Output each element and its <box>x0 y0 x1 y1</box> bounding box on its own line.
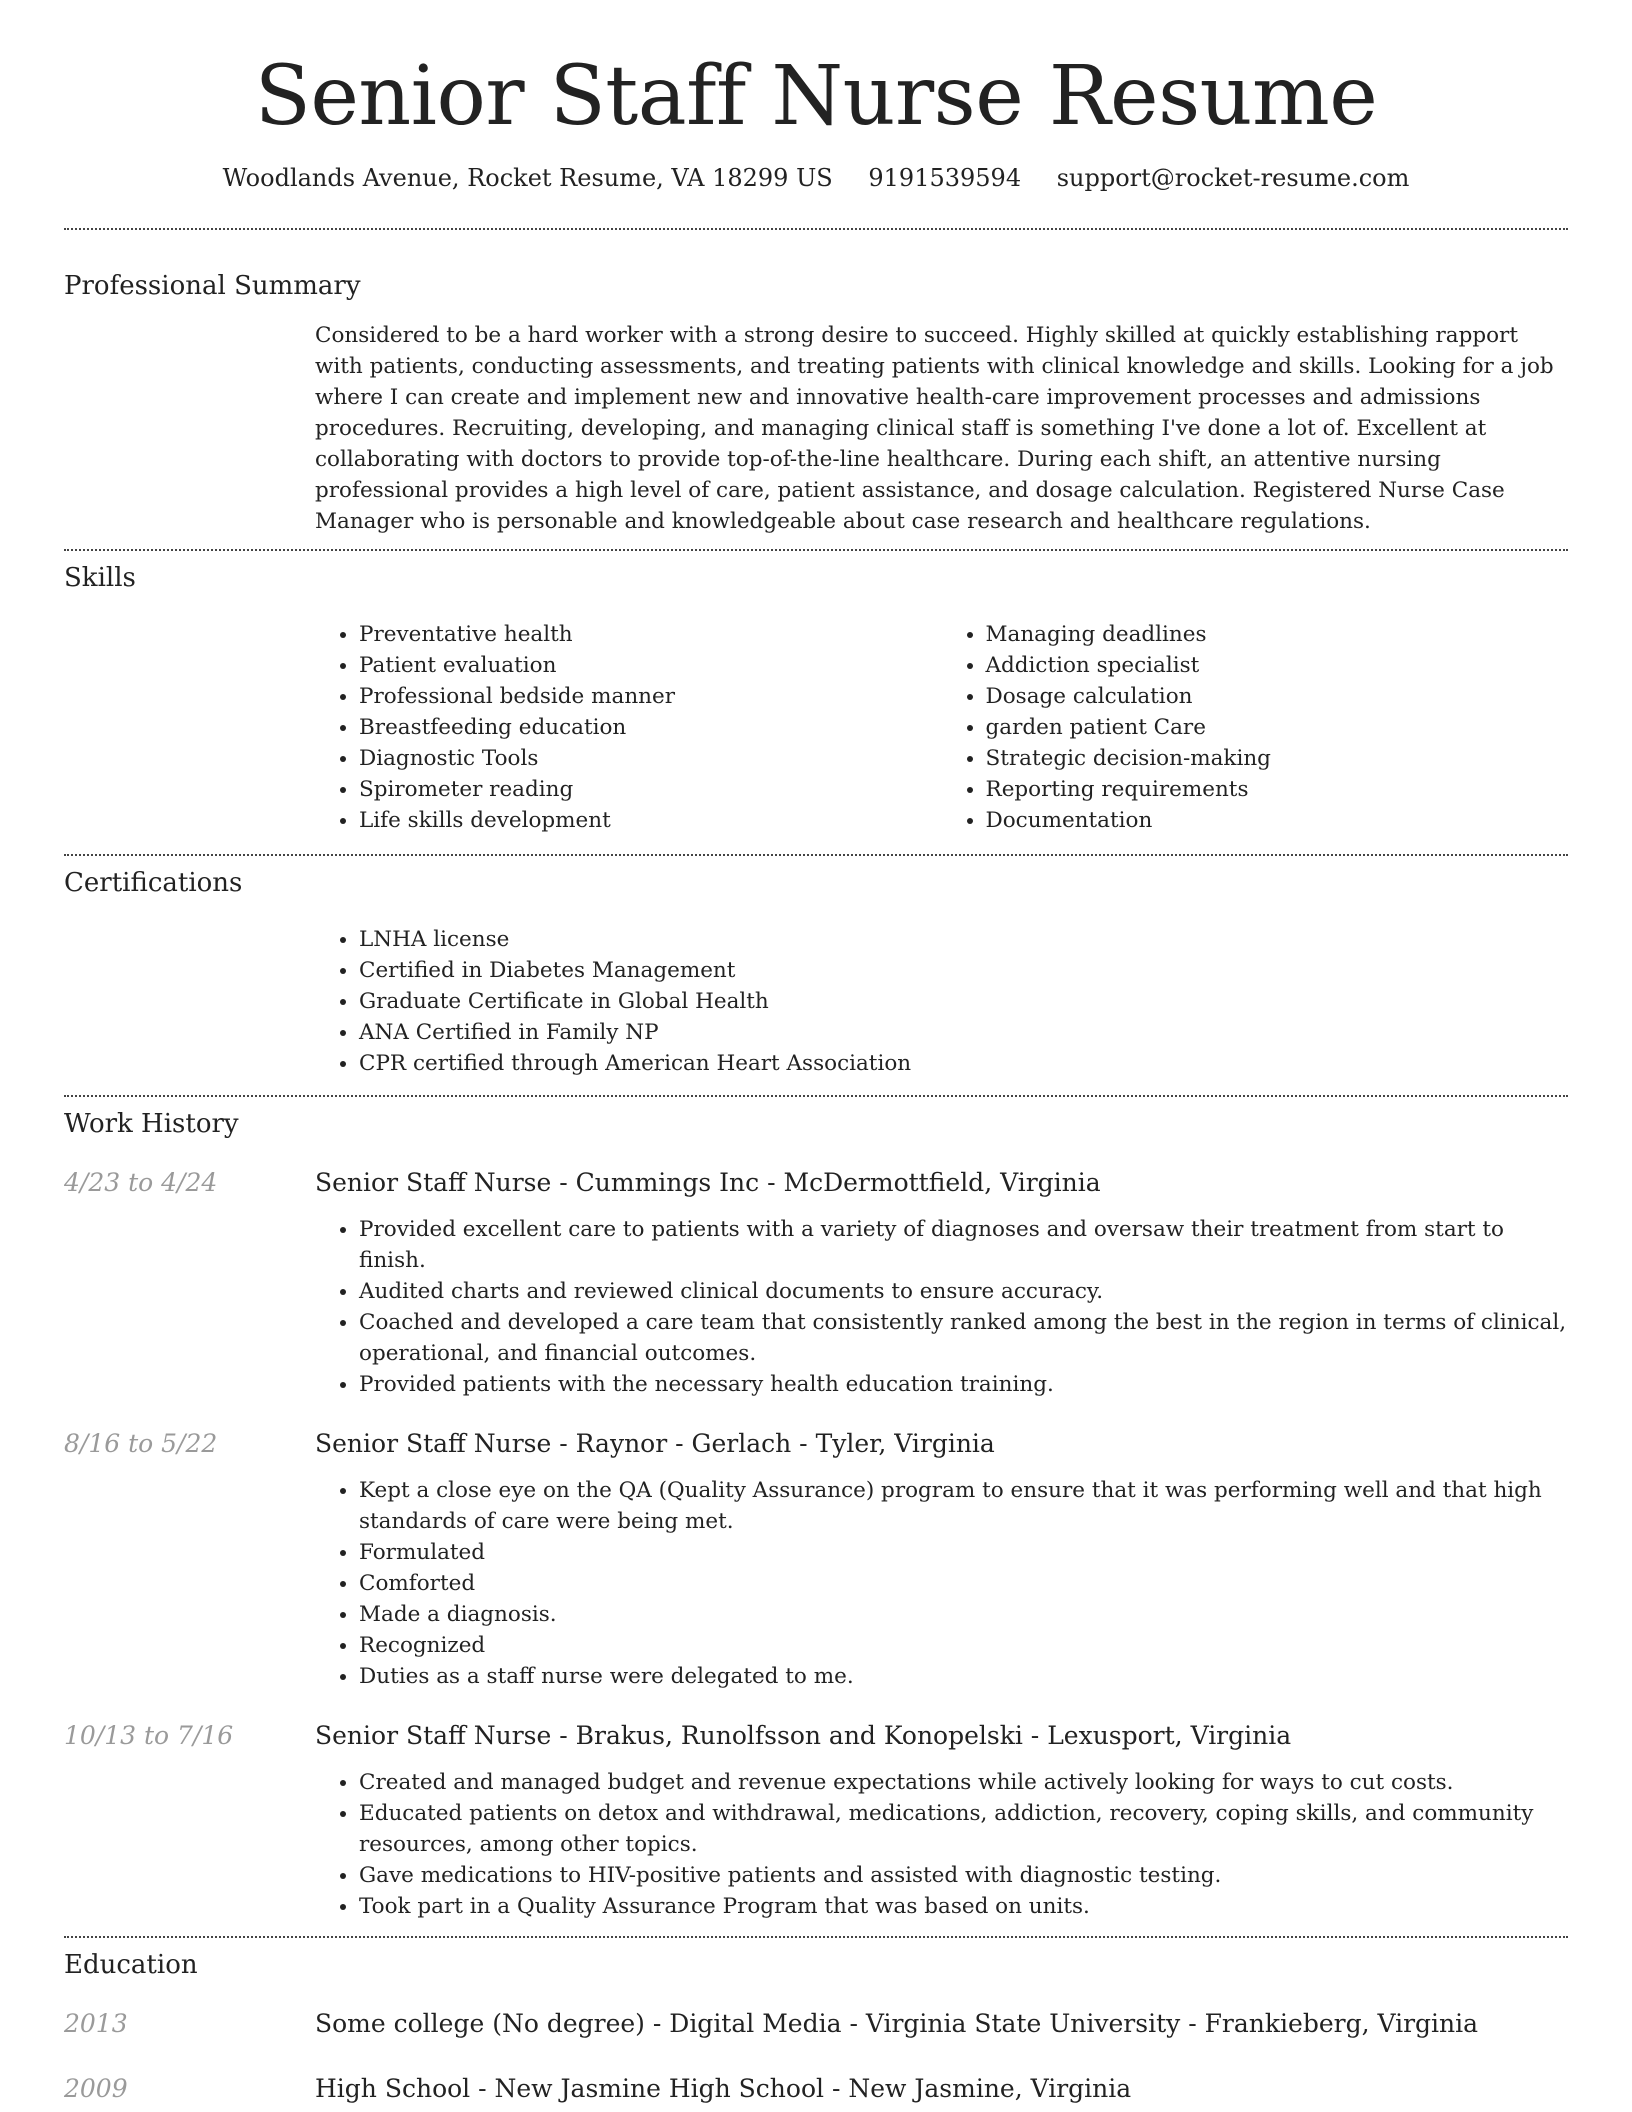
skill-item: • Dosage calculation <box>986 681 1569 712</box>
certification-item: • Graduate Certificate in Global Health <box>359 986 1568 1017</box>
job-bullet: • Gave medications to HIV-positive patients and assisted with diagnostic testing. <box>359 1860 1568 1891</box>
skills-heading: Skills <box>64 563 136 594</box>
phone-text: 9191539594 <box>868 164 1022 193</box>
certification-item: • Certified in Diabetes Management <box>359 955 1568 986</box>
job-body <box>315 1168 1568 1400</box>
certifications-section <box>64 868 1568 1079</box>
job-date: 10/13 to 7/16 <box>64 1721 234 1751</box>
job-bullets <box>315 1475 1568 1692</box>
job-bullet: • Kept a close eye on the QA (Quality Assurance) program to ensure that it was performing well and that high standards of care were being met. <box>359 1475 1568 1537</box>
certifications-list <box>315 924 1568 1079</box>
section-divider <box>64 228 1568 230</box>
job-bullet: • Provided excellent care to patients with a variety of diagnoses and oversaw their treatment from start to finish. <box>359 1214 1568 1276</box>
job-bullet: • Recognized <box>359 1630 1568 1661</box>
skill-item: • Strategic decision-making <box>986 743 1569 774</box>
job-bullet: • Educated patients on detox and withdrawal, medications, addiction, recovery, coping skills, and community resources, among other topics. <box>359 1798 1568 1860</box>
resume-title: Senior Staff Nurse Resume <box>254 49 1378 144</box>
job-bullet: • Took part in a Quality Assurance Program that was based on units. <box>359 1891 1568 1922</box>
job-bullet: • Comforted <box>359 1568 1568 1599</box>
summary-section <box>64 271 1568 537</box>
job-bullet: • Formulated <box>359 1537 1568 1568</box>
job-bullets <box>315 1214 1568 1400</box>
education-title: High School - New Jasmine High School - New Jasmine, Virginia <box>315 2074 1132 2104</box>
certification-item: • ANA Certified in Family NP <box>359 1017 1568 1048</box>
skills-list-right <box>942 619 1569 836</box>
job-bullet: • Created and managed budget and revenue expectations while actively looking for ways to cut costs. <box>359 1767 1568 1798</box>
skill-item: • Preventative health <box>359 619 942 650</box>
work-history-heading: Work History <box>64 1109 239 1140</box>
job-date: 4/23 to 4/24 <box>64 1168 218 1198</box>
email-text: support@rocket-resume.com <box>1056 164 1410 193</box>
education-entry <box>64 2009 1568 2038</box>
summary-text: Considered to be a hard worker with a strong desire to succeed. Highly skilled at quickly establishing rapport with patients, conducting assessments, and treating patients with clinical knowledge and skills. Looking for a job where I can create and implement new and innovative health-care improvement processes and admissions procedures. Recruiting, developing, and managing clinical staff is something I've done a lot of. Excellent at collaborating with doctors to provide top-of-the-line healthcare. During each shift, an attentive nursing professional provides a high level of care, patient assistance, and dosage calculation. Registered Nurse Case Manager who is personable and knowledgeable about case research and healthcare regulations. <box>315 323 1554 535</box>
section-divider <box>64 854 1568 856</box>
skill-item: • Life skills development <box>359 805 942 836</box>
section-divider <box>64 1095 1568 1097</box>
skill-item: • Diagnostic Tools <box>359 743 942 774</box>
skill-item: • Documentation <box>986 805 1569 836</box>
certifications-content <box>315 924 1568 1079</box>
skills-columns <box>315 619 1568 836</box>
skill-item: • Spirometer reading <box>359 774 942 805</box>
job-bullet: • Audited charts and reviewed clinical documents to ensure accuracy. <box>359 1276 1568 1307</box>
job-title: Senior Staff Nurse - Cummings Inc - McDermottfield, Virginia <box>315 1168 1101 1198</box>
certification-item: • LNHA license <box>359 924 1568 955</box>
skills-list-left <box>315 619 942 836</box>
skill-item: • Managing deadlines <box>986 619 1569 650</box>
job-date: 8/16 to 5/22 <box>64 1429 218 1459</box>
education-title: Some college (No degree) - Digital Media - Virginia State University - Frankieberg, Virginia <box>315 2009 1479 2039</box>
section-divider <box>64 549 1568 551</box>
job-entry <box>64 1168 1568 1400</box>
work-history-section <box>64 1109 1568 1936</box>
job-bullet: • Coached and developed a care team that consistently ranked among the best in the region in terms of clinical, operational, and financial outcomes. <box>359 1307 1568 1369</box>
education-entry <box>64 2074 1568 2103</box>
skill-item: • Professional bedside manner <box>359 681 942 712</box>
skills-section <box>64 563 1568 836</box>
skill-item: • Patient evaluation <box>359 650 942 681</box>
education-section <box>64 1950 1568 2103</box>
job-title: Senior Staff Nurse - Raynor - Gerlach - Tyler, Virginia <box>315 1429 995 1459</box>
job-entry <box>64 1429 1568 1692</box>
skill-item: • Breastfeeding education <box>359 712 942 743</box>
job-bullet: • Provided patients with the necessary health education training. <box>359 1369 1568 1400</box>
skill-item: • Addiction specialist <box>986 650 1569 681</box>
job-body <box>315 1429 1568 1692</box>
education-heading: Education <box>64 1950 198 1981</box>
job-bullet: • Made a diagnosis. <box>359 1599 1568 1630</box>
skill-item: • garden patient Care <box>986 712 1569 743</box>
job-title: Senior Staff Nurse - Brakus, Runolfsson and Konopelski - Lexusport, Virginia <box>315 1721 1292 1751</box>
job-body <box>315 1721 1568 1936</box>
certifications-heading: Certifications <box>64 868 243 899</box>
certification-item: • CPR certified through American Heart Association <box>359 1048 1568 1079</box>
education-date: 2009 <box>64 2074 128 2104</box>
contact-line <box>64 164 1568 192</box>
address-text: Woodlands Avenue, Rocket Resume, VA 18299 US <box>222 164 833 193</box>
section-divider <box>64 1936 1568 1938</box>
job-bullet: • Duties as a staff nurse were delegated to me. <box>359 1661 1568 1692</box>
summary-heading: Professional Summary <box>64 271 361 302</box>
education-date: 2013 <box>64 2009 128 2039</box>
job-entry <box>64 1721 1568 1936</box>
skill-item: • Reporting requirements <box>986 774 1569 805</box>
job-bullets <box>315 1767 1568 1922</box>
